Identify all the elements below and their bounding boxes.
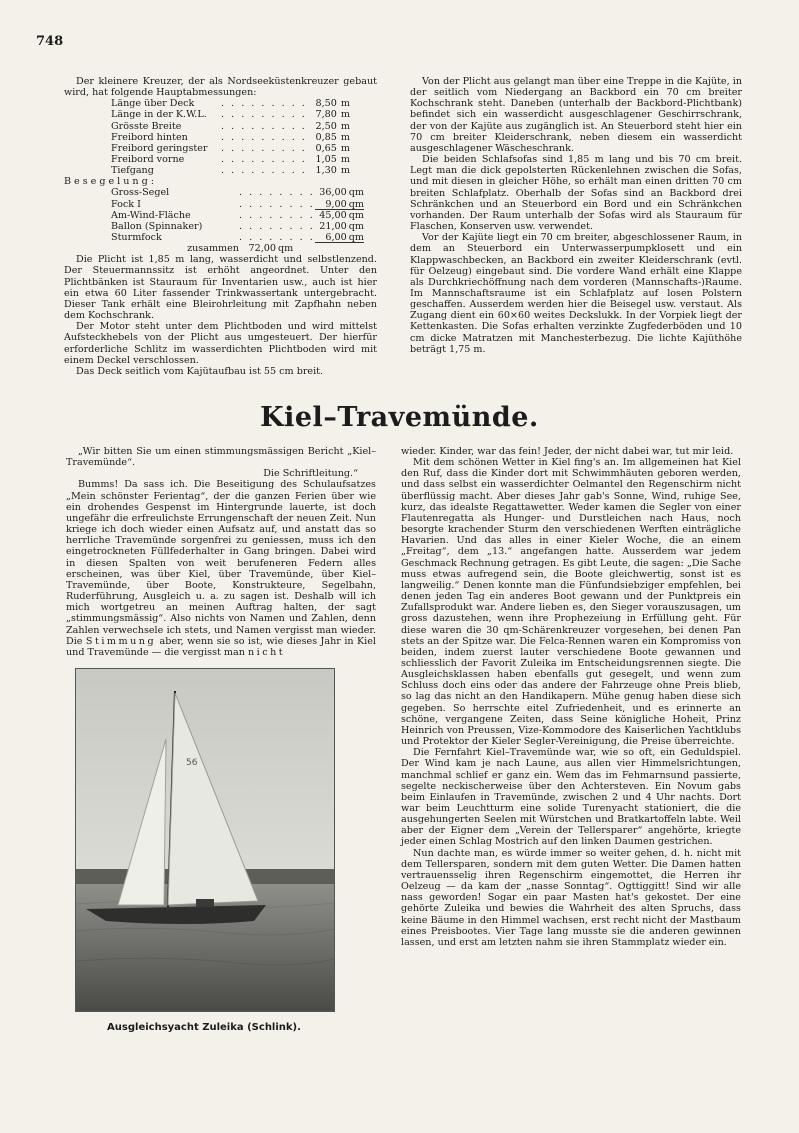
dimension-row: Länge über Deck . . . . . . . . . 8,50 m: [111, 98, 350, 110]
motor-paragraph: Der Motor steht unter dem Plichtboden und wird mittelst Aufsteckhebels von der Plicht aus umgesteuert. Der hierfür erforderliche Schlitz im wasserdichten Plichtboden wird mit einem Deckel verschlossen.: [64, 321, 377, 366]
sail-heading: Besegelung:: [64, 176, 157, 188]
intro-paragraph: Der kleinere Kreuzer, der als Nordseeküstenkreuzer gebaut wird, hat folgende Hauptabmessungen:: [64, 76, 377, 99]
sail-row: Gross-Segel . . . . . . . . 36,00 qm: [111, 187, 364, 199]
sail-number: 56: [186, 758, 198, 768]
article-headline: Kiel–Travemünde.: [260, 402, 539, 433]
sail-row: Ballon (Spinnaker) . . . . . . . . 21,00 qm: [111, 220, 364, 232]
forecabin-paragraph: Vor der Kajüte liegt ein 70 cm breiter, abgeschlossener Raum, in dem an Steuerbord ein Unterwasserpumpklosett und ein Klappwaschbecken, an Backbord ein zweiter Kleiderschrank (evtl. für Oelzeug) eingebaut sind. Die vordere Wand erhält eine Klappe als Durchkriechöffnung nach dem vorderen (Mannschafts-)Raume. Im Mannschaftsraume ist ein Schlafplatz auf losen Polstern geschaffen. Ausserdem werden hier die Beisegel usw. verstaut. Als Zugang dient ein 60×60 weites Deckslukk. In der Vorpiek liegt der Kettenkasten. Die Sofas erhalten verzinkte Zugfederböden und 10 cm dicke Matratzen mit Manchesterbezug. Die lichte Kajüthöhe beträgt 1,75 m.: [410, 232, 742, 355]
long-distance-paragraph: Die Fernfahrt Kiel–Travemünde war, wie so oft, ein Geduldspiel. Der Wind kam je nach Laune, aus allen vier Himmelsrichtungen, manchmal schlief er ganz ein. Wem das im Fehmarnsund passierte, segelte neckischerweise über den Achtersteven. Ein Novum gabs beim Einlaufen in Travemünde, zwischen 2 und 4 Uhr nachts. Dort war beim Leuchtturm eine solide Turenyacht stationiert, die die ausgehungerten Seelen mit Würstchen und Bratkartoffeln labte. Weil aber der Eigner dem „Verein der Tellersparer“ angehörte, kriegte jeder einen Schlag Mostrich auf den linken Daumen gestrichen.: [401, 747, 741, 848]
right-column-top: [410, 76, 742, 355]
dimension-row: Freibord hinten . . . . . . . . . 0,85 m: [111, 131, 350, 143]
continuation-paragraph: wieder. Kinder, war das fein! Jeder, der nicht dabei war, tut mir leid.: [401, 446, 734, 457]
dimensions-list: [64, 98, 377, 176]
editor-signature: Die Schriftleitung.“: [263, 468, 358, 480]
yacht-photo: [75, 668, 335, 1012]
sail-total-row: zusammen 72,00 qm: [187, 243, 294, 255]
dimension-row: Länge in der K.W.L. . . . . . . . . . 7,80 m: [111, 109, 350, 121]
dimension-row: Freibord geringster . . . . . . . . . 0,65 m: [111, 142, 350, 154]
sail-row: Sturmfock . . . . . . . . 6,00 qm: [111, 232, 364, 244]
sail-row: Fock I . . . . . . . . 9,00 qm: [111, 198, 364, 210]
sail-row: Am-Wind-Fläche . . . . . . . . 45,00 qm: [111, 209, 364, 221]
sails-list: [64, 187, 377, 254]
photo-caption: Ausgleichsyacht Zuleika (Schlink).: [107, 1022, 301, 1033]
left-column-bottom: [66, 446, 376, 658]
cabin-paragraph: Von der Plicht aus gelangt man über eine Treppe in die Kajüte, in der seitlich vom Niedergang an Backbord ein 70 cm breiter Kochschrank steht. Daneben (unterhalb der Backbord-Plichtbank) befindet sich ein wasserdicht ausgeschlagener Geschirrschrank, der von der Kajüte aus zugänglich ist. An Steuerbord steht hier ein 70 cm breiter Kleiderschrank, neben diesem ein wasserdicht ausgeschlagener Wäscheschrank.: [410, 76, 742, 154]
editor-request: „Wir bitten Sie um einen stimmungsmässigen Bericht „Kiel–Travemünde“.: [66, 446, 376, 469]
dimension-row: Grösste Breite . . . . . . . . . 2,50 m: [111, 120, 350, 132]
left-column-top: [64, 76, 377, 377]
dimension-row: Tiefgang . . . . . . . . . 1,30 m: [111, 165, 350, 177]
right-column-bottom: [401, 446, 741, 948]
sofa-paragraph: Die beiden Schlafsofas sind 1,85 m lang und bis 70 cm breit. Legt man die dick gepolsterten Rückenlehnen zwischen die Sofas, und mit diesen in gleicher Höhe, so erhält man einen dritten 70 cm breiten Schlafplatz. Oberhalb der Sofas sind an Backbord drei Schränkchen und an Steuerbord ein Bord und ein Schränkchen vorhanden. Der Raum unterhalb der Sofas wird als Stauraum für Flaschen, Konserven usw. verwendet.: [410, 154, 742, 233]
kiel-week-paragraph: Mit dem schönen Wetter in Kiel fing's an. Im allgemeinen hat Kiel den Ruf, dass die Kinder dort mit Schwimmhäuten geboren werden, und dass selbst ein wasserdichter Oelmantel den Regenschirm nicht überflüssig macht. Aber dieses Jahr gab's Sonne, Wind, ruhige See, kurz, das idealste Regattawetter. Weder kamen die Segler von einer Flautenregatta als Hunger- und Durstleichen nach Haus, noch besorgte krachender Sturm den verschiedenen Werften einträgliche Havarien. Und das alles in einer Kieler Woche, die an einem „Freitag“, dem „13.“ angefangen hatte. Ausserdem war jedem Geschmack Rechnung getragen. Es gibt Leute, die sagen: „Die Sache muss etwas aufregend sein, die Boote gleichwertig, sonst ist es langweilig.“ Denen konnte man die Fünfundsiebziger empfehlen, bei denen jeden Tag ein anderes Boot gewann und der Punktpreis ein Zufallsprodukt war. Andere lieben es, den Sieger vorauszusagen, um gross dazustehen, wenn ihre Prophezeiung in Erfüllung geht. Für diese waren die 30 qm-Schärenkreuzer vorgesehen, bei denen Pan stets an der Spitze war. Die Felca-Rennen waren ein Kompromiss von beiden, indem zuerst lauter verschiedene Boote gewannen und schliesslich der Favorit Zuleika im Entscheidungsrennen siegte. Die Ausgleichsklassen haben ebenfalls gut gesegelt, und wenn zum Schluss doch eins oder das andere der Fahrzeuge ohne Preis blieb, so lag das nicht an den Handikapern. Mühe genug haben diese sich gegeben. So herrschte eitel Zufriedenheit, und es erinnerte an schöne, vergangene Zeiten, dass Seine königliche Hoheit, Prinz Heinrich von Preussen, Vize-Kommodore des Kaiserlichen Yachtklubs und Protektor der Kieler Segler-Vereinigung, die Preise überreichte.: [401, 457, 741, 748]
dimension-row: Freibord vorne . . . . . . . . . 1,05 m: [111, 154, 350, 166]
deck-paragraph: Das Deck seitlich vom Kajütaufbau ist 55 cm breit.: [76, 365, 324, 377]
wet-sunday-paragraph: Nun dachte man, es würde immer so weiter gehen, d. h. nicht mit dem Tellersparen, sondern mit dem guten Wetter. Die Damen hatten vertrauensselig ihren Regenschirm eingemottet, die Herren ihr Oelzeug — da kam der „nasse Sonntag“. Ogttiggitt! Sind wir alle nass geworden! Sogar ein paar Masten hat's gekostet. Der eine gehörte Zuleika und bewies die Wahrheit des alten Spruchs, dass keine Bäume in den Himmel wachsen, erst recht nicht der Mastbaum eines Preisbootes. Vier Tage lang musste sie die anderen gewinnen lassen, und erst am letzten nahm sie ihren Stammplatz wieder ein.: [401, 847, 741, 948]
opening-paragraph: Bumms! Da sass ich. Die Beseitigung des Schulaufsatzes „Mein schönster Ferientag“, der die ganzen Ferien über wie ein drohendes Gespenst im Hintergrunde lauerte, ist doch ungefähr die erfreulichste Errungenschaft der neuen Zeit. Nun kriege ich doch wieder einen Aufsatz auf, und anstatt das so herrliche Travemünde sorgenfrei zu geniessen, muss ich den eingetrockneten Füllfederhalter in Gang bringen. Dabei wird in diesen Spalten von weit berufeneren Federn alles erscheinen, was über Kiel, über Travemünde, über Kiel–Travemünde, über Boote, Konstrukteure, Segelbahn, Ruderführung, Ausgleich u. a. zu sagen ist. Deshalb will ich mich wortgetreu an meinen Auftrag halten, der sagt „stimmungsmässig“. Also nichts von Namen und Zahlen, denn Zahlen verwechsele ich stets, und Namen vergisst man wieder. Die Stimmung aber, wenn sie so ist, wie dieses Jahr in Kiel und Travemünde — die vergisst man nicht: [66, 479, 376, 658]
cockpit-paragraph: Die Plicht ist 1,85 m lang, wasserdicht und selbstlenzend. Der Steuermannssitz ist erhöht angeordnet. Unter den Plichtbänken ist Stauraum für Inventarien usw., auch ist hier ein etwa 60 Liter fassender Trinkwassertank untergebracht. Dieser Tank erhält eine Bleirohrleitung mit Zapfhahn neben dem Kochschrank.: [64, 254, 377, 322]
page-number: 748: [36, 34, 64, 49]
